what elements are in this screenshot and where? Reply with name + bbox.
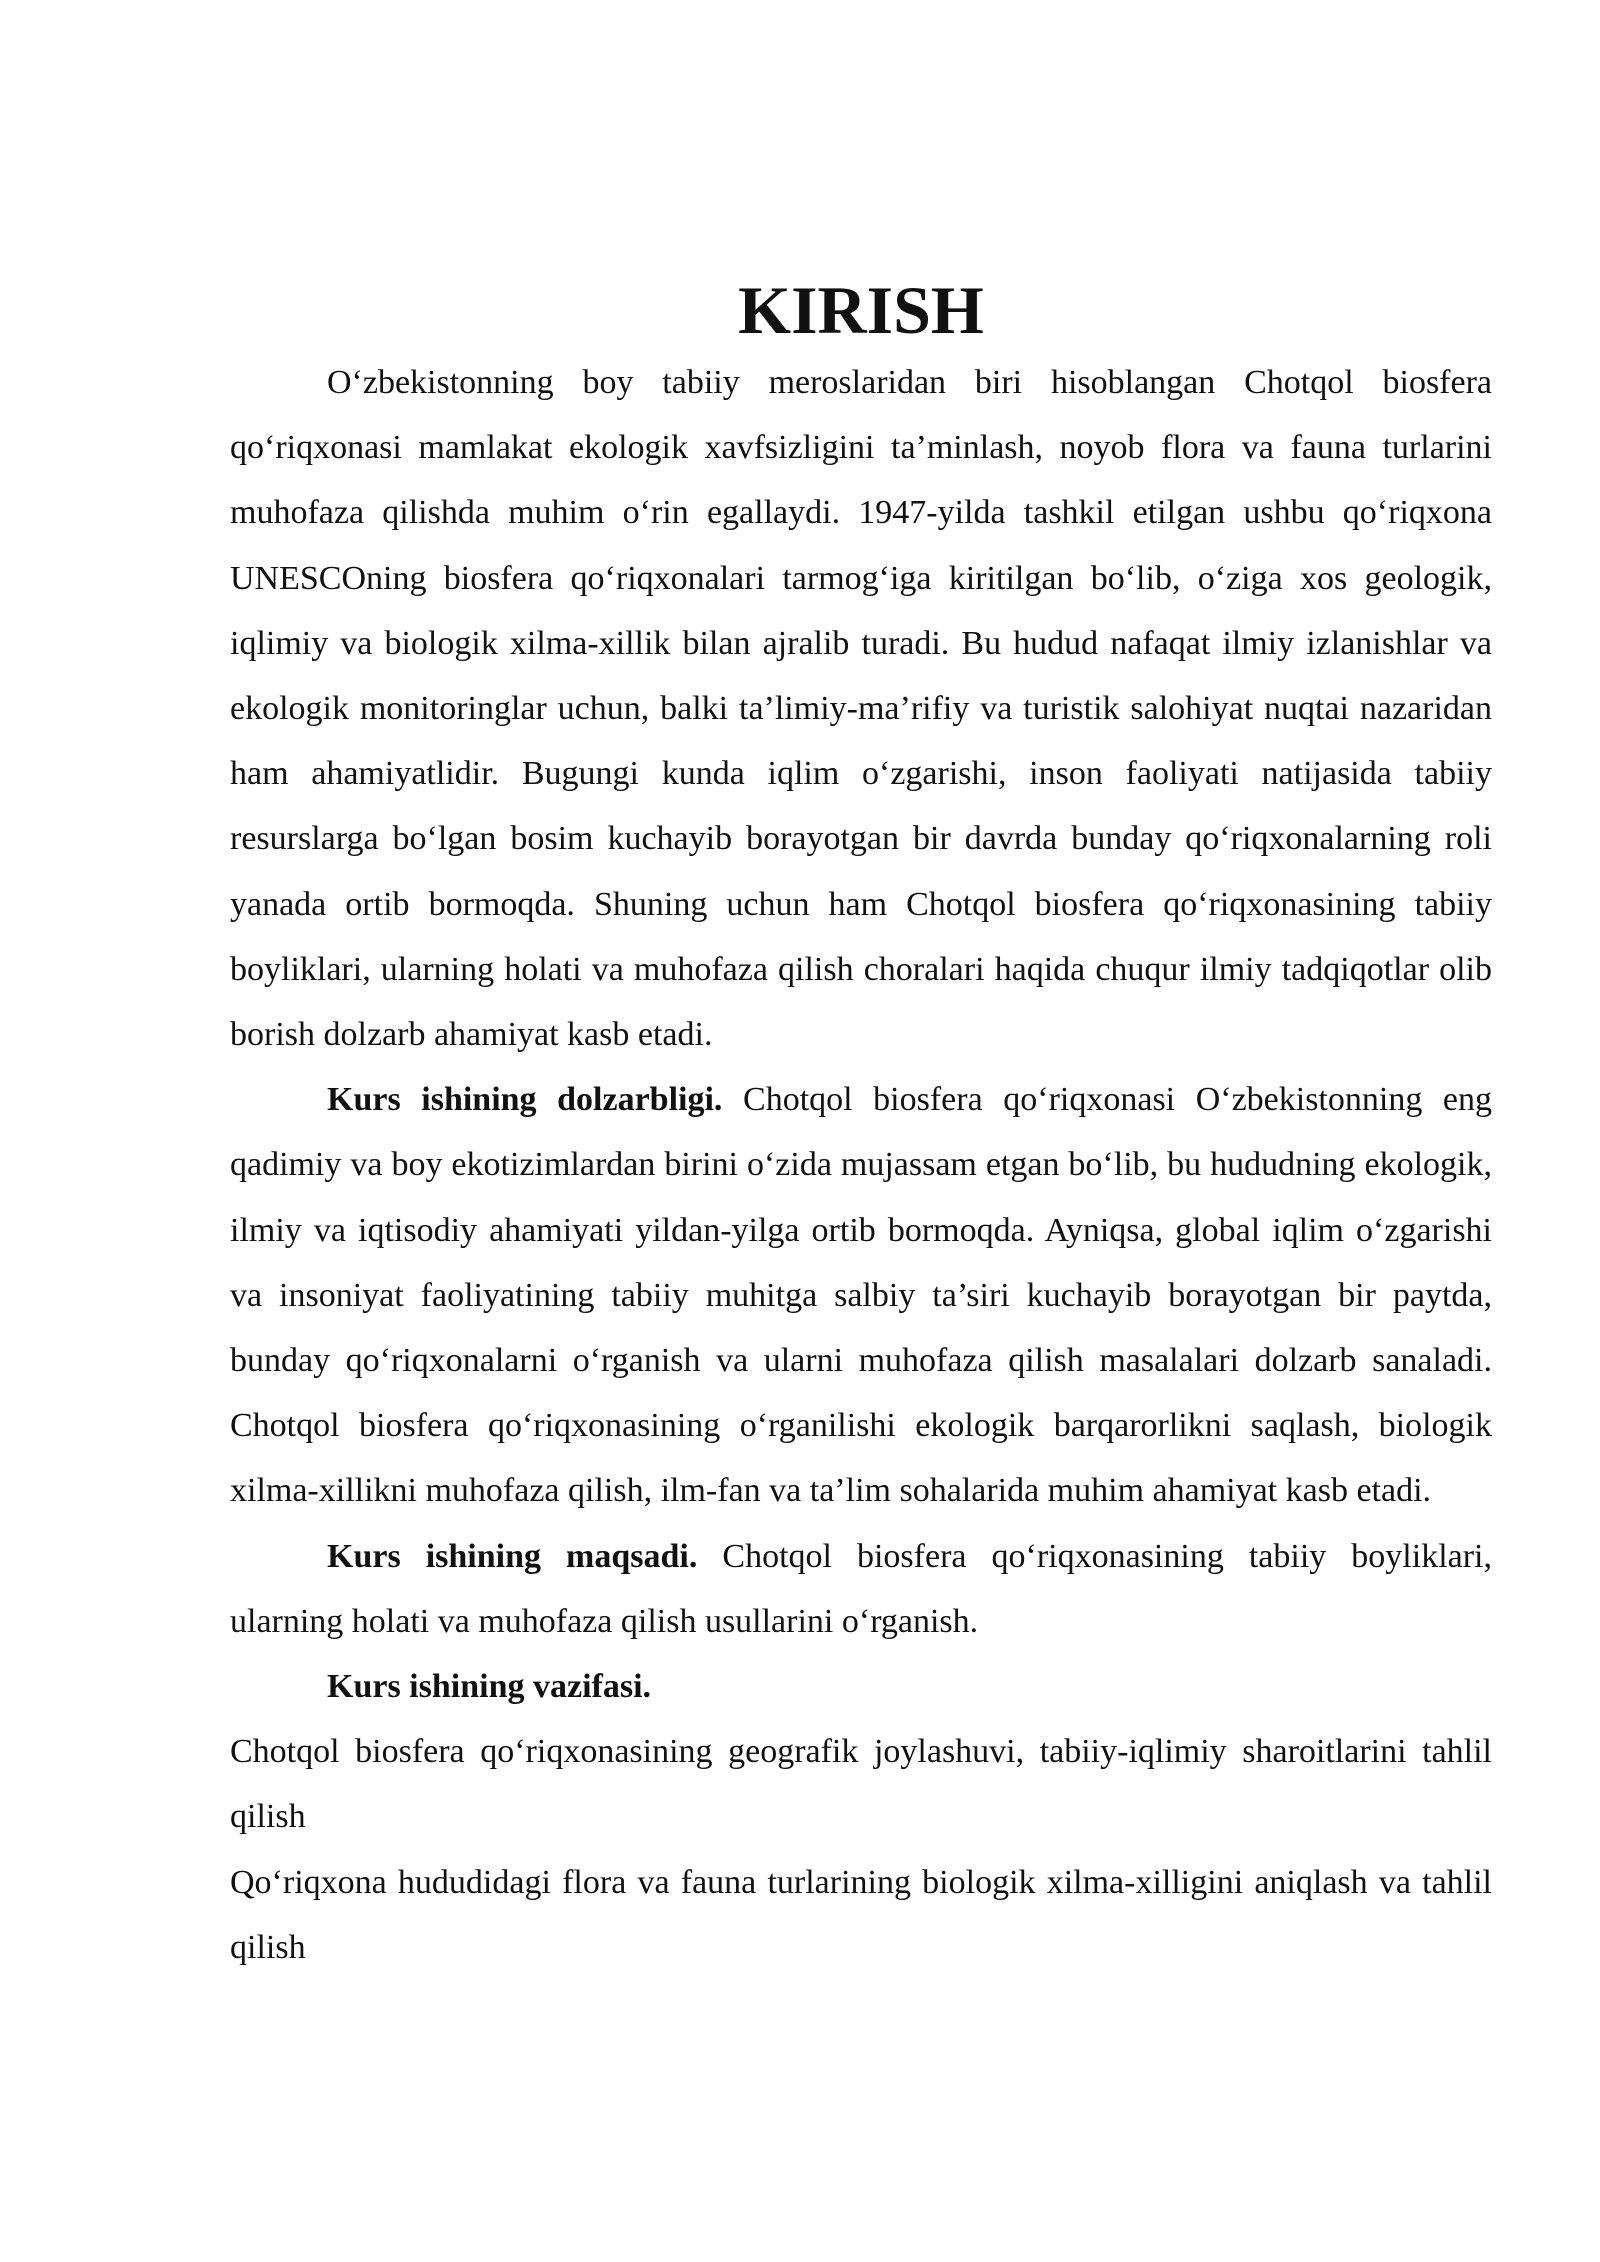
tasks-heading: Kurs ishining vazifasi. bbox=[327, 1668, 652, 1706]
document-page bbox=[230, 272, 1493, 1980]
page-title: KIRISH bbox=[738, 272, 984, 348]
relevance-heading: Kurs ishining dolzarbligi. bbox=[327, 1081, 723, 1119]
relevance-paragraph bbox=[230, 1067, 1492, 1523]
tasks-paragraph bbox=[230, 1654, 1492, 1719]
task-item: Qo‘riqxona hududidagi flora va fauna turlarining biologik xilma-xilligini aniqlash va tahlil qilish bbox=[230, 1863, 1492, 1966]
goal-heading: Kurs ishining maqsadi. bbox=[327, 1537, 698, 1575]
goal-text: Chotqol biosfera qo‘riqxonasining tabiiy boyliklari, ularning holati va muhofaza qilish usullarini o‘rganish. bbox=[230, 1537, 1493, 1640]
relevance-text: Chotqol biosfera qo‘riqxonasi O‘zbekistonning eng qadimiy va boy ekotizimlardan birini o‘zida mujassam etgan bo‘lib, bu hududning ekologik, ilmiy va iqtisodiy ahamiyati yildan-yilga ortib bormoqda. Ayniqsa, global iqlim o‘zgarishi va insoniyat faoliyatining tabiiy muhitga salbiy ta’siri kuchayib borayotgan bir paytda, bunday qo‘riqxonalarni o‘rganish va ularni muhofaza qilish masalalari dolzarb sanaladi. Chotqol biosfera qo‘riqxonasining o‘rganilishi ekologik barqarorlikni saqlash, biologik xilma-xillikni muhofaza qilish, ilm-fan va ta’lim sohalarida muhim ahamiyat kasb etadi. bbox=[230, 1081, 1493, 1510]
intro-paragraph: O‘zbekistonning boy tabiiy meroslaridan biri hisoblangan Chotqol biosfera qo‘riqxonasi mamlakat ekologik xavfsizligini ta’minlash, noyob flora va fauna turlarini muhofaza qilishda muhim o‘rin egallaydi. 1947-yilda tashkil etilgan ushbu qo‘riqxona UNESCOning biosfera qo‘riqxonalari tarmog‘iga kiritilgan bo‘lib, o‘ziga xos geologik, iqlimiy va biologik xilma-xillik bilan ajralib turadi. Bu hudud nafaqat ilmiy izlanishlar va ekologik monitoringlar uchun, balki ta’limiy-ma’rifiy va turistik salohiyat nuqtai nazaridan ham ahamiyatlidir. Bugungi kunda iqlim o‘zgarishi, inson faoliyati natijasida tabiiy resurslarga bo‘lgan bosim kuchayib borayotgan bir davrda bunday qo‘riqxonalarning roli yanada ortib bormoqda. Shuning uchun ham Chotqol biosfera qo‘riqxonasining tabiiy boyliklari, ularning holati va muhofaza qilish choralari haqida chuqur ilmiy tadqiqotlar olib borish dolzarb ahamiyat kasb etadi. bbox=[230, 364, 1492, 1054]
task-item: Chotqol biosfera qo‘riqxonasining geografik joylashuvi, tabiiy-iqlimiy sharoitlarini tahlil qilish bbox=[230, 1733, 1492, 1836]
goal-paragraph bbox=[230, 1524, 1492, 1654]
